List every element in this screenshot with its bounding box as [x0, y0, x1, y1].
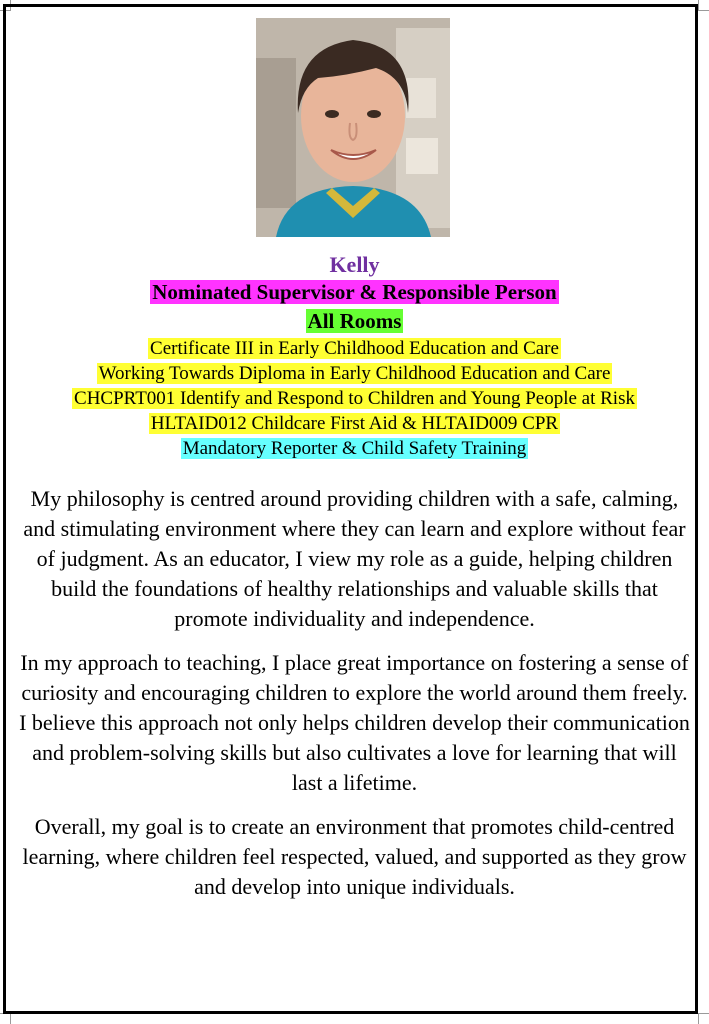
qualification-line: [0, 386, 709, 411]
training-text: Mandatory Reporter & Child Safety Training: [182, 438, 527, 459]
portrait-illustration: [256, 18, 450, 237]
qualification-text: Working Towards Diploma in Early Childhood Education and Care: [98, 363, 611, 384]
qualification-line: [0, 411, 709, 436]
staff-role: [0, 278, 709, 307]
staff-header: [0, 252, 709, 461]
qualification-text: CHCPRT001 Identify and Respond to Children and Young People at Risk: [74, 388, 635, 409]
crop-mark-bottom-right: [698, 1013, 709, 1024]
staff-rooms: [0, 307, 709, 336]
training-line: [0, 436, 709, 461]
qualification-text: HLTAID012 Childcare First Aid & HLTAID009 CPR: [150, 413, 559, 434]
qualification-text: Certificate III in Early Childhood Education and Care: [150, 338, 559, 359]
philosophy-statement: [16, 484, 693, 916]
profile-photo: [256, 18, 450, 237]
qualification-line: [0, 361, 709, 386]
crop-mark-bottom-left: [0, 1013, 11, 1024]
staff-rooms-text: All Rooms: [307, 309, 402, 333]
philosophy-paragraph: In my approach to teaching, I place great importance on fostering a sense of curiosity and encouraging children to explore the world around them freely. I believe this approach not only helps children develop their communication and problem-solving skills but also cultivates a love for learning that will last a lifetime.: [19, 650, 690, 795]
qualification-line: [0, 336, 709, 361]
crop-mark-top-right: [698, 0, 709, 11]
philosophy-paragraph: Overall, my goal is to create an environment that promotes child-centred learning, where children feel respected, valued, and supported as they grow and develop into unique individuals.: [22, 814, 687, 899]
staff-role-text: Nominated Supervisor & Responsible Person: [152, 280, 557, 304]
staff-name: Kelly: [329, 252, 380, 277]
philosophy-paragraph: My philosophy is centred around providing children with a safe, calming, and stimulating environment where they can learn and explore without fear of judgment. As an educator, I view my role as a guide, helping children build the foundations of healthy relationships and valuable skills that promote individuality and independence.: [23, 486, 686, 631]
